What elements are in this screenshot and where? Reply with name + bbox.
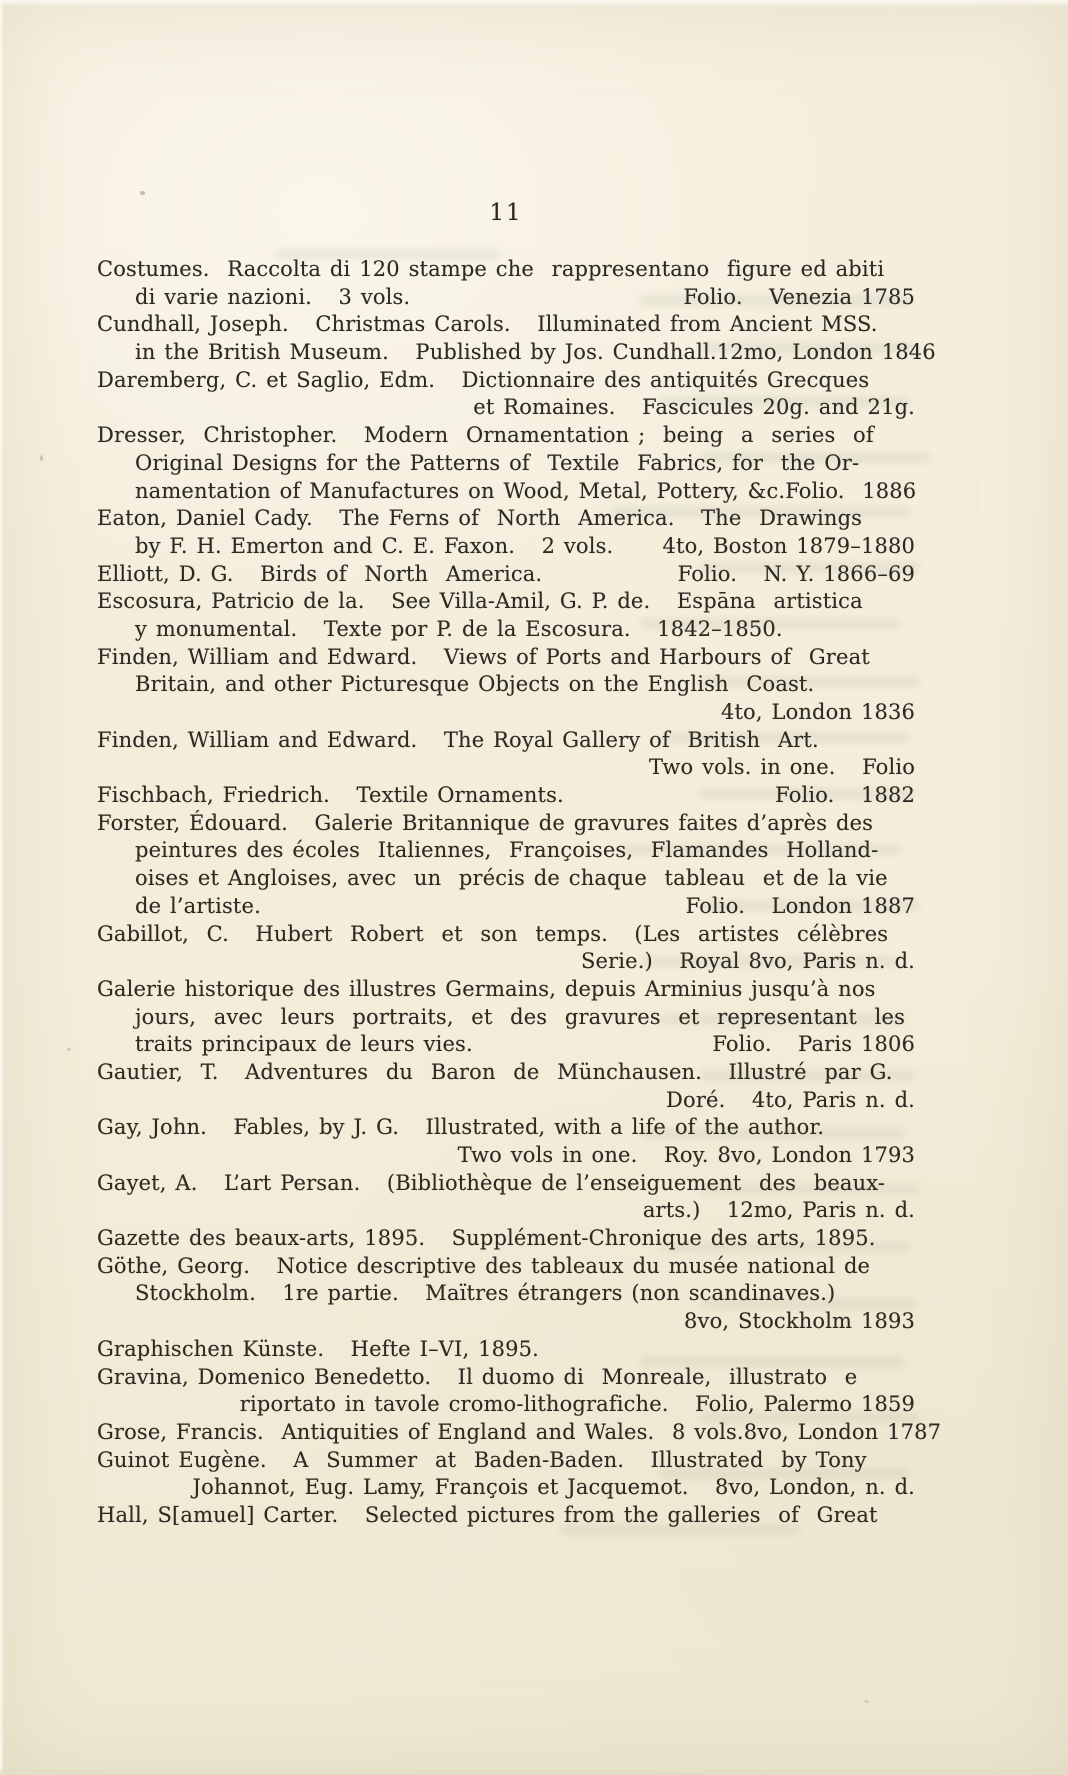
catalog-line-text: Finden, William and Edward. Views of Ports and Harbours of Great: [97, 644, 870, 669]
catalog-entry: [97, 256, 915, 311]
catalog-line-text: Gravina, Domenico Benedetto. Il duomo di Monreale, illustrato e: [97, 1364, 858, 1389]
catalog-entry: [97, 367, 915, 422]
catalog-line-imprint: arts.) 12mo, Paris n. d.: [642, 1198, 915, 1223]
catalog-line: [97, 1502, 915, 1530]
catalog-line: [97, 311, 915, 339]
catalog-line-text: Gayet, A. L’art Persan. (Bibliothèque de l’enseiguement des beaux-: [97, 1170, 886, 1195]
catalog-entry: [97, 1225, 915, 1253]
catalog-entry: [97, 1336, 915, 1364]
catalog-line-imprint: Folio. Paris 1806: [712, 1032, 915, 1057]
paper-speck: [40, 455, 43, 461]
scan-edge-top: [0, 0, 1068, 7]
catalog-line-text: Elliott, D. G. Birds of North America.: [97, 561, 543, 586]
catalog-line: [97, 1474, 915, 1502]
catalog-line-text: Forster, Édouard. Galerie Britannique de gravures faites d’après des: [97, 810, 874, 835]
catalog-line-text: Hall, S[amuel] Carter. Selected pictures from the galleries of Great: [97, 1502, 878, 1527]
catalog-line: [97, 644, 915, 672]
page-number: 11: [489, 200, 523, 226]
catalog-line: [97, 1087, 915, 1115]
catalog-line: [97, 256, 915, 284]
catalog-line-text: Original Designs for the Patterns of Textile Fabrics, for the Or-: [135, 450, 860, 475]
catalog-line-imprint: 4to, London 1836: [720, 700, 915, 724]
catalog-line: [97, 1364, 915, 1392]
catalog-line: [97, 1004, 915, 1032]
catalog-line-text: traits principaux de leurs vies.: [135, 1032, 473, 1057]
catalog-line-text: Gay, John. Fables, by J. G. Illustrated, with a life of the author.: [97, 1115, 825, 1140]
catalog-line-imprint: Folio. London 1887: [685, 893, 915, 918]
catalog-line-text: Galerie historique des illustres Germains, depuis Arminius jusqu’à nos: [97, 976, 876, 1001]
catalog-entry: [97, 561, 915, 589]
catalog-line: [97, 782, 915, 810]
catalog-line-imprint: 8vo, Stockholm 1893: [684, 1309, 915, 1334]
catalog-line-text: Gautier, T. Adventures du Baron de Münchausen. Illustré par G.: [97, 1059, 893, 1084]
catalog-entry: [97, 1502, 915, 1530]
catalog-line-imprint: Serie.) Royal 8vo, Paris n. d.: [580, 949, 915, 974]
catalog-line: [97, 1142, 915, 1170]
catalog-line: [97, 1059, 915, 1087]
catalog-line-text: by F. H. Emerton and C. E. Faxon. 2 vols.: [135, 533, 614, 558]
catalog-line: [97, 948, 915, 976]
catalog-line: [97, 339, 936, 367]
catalog-line: [97, 1114, 915, 1142]
catalog-line-text: Fischbach, Friedrich. Textile Ornaments.: [97, 783, 564, 808]
catalog-line: [97, 284, 915, 312]
catalog-line: [97, 865, 915, 893]
catalog-line-text: Costumes. Raccolta di 120 stampe che rappresentano figure ed abiti: [97, 257, 885, 281]
catalog-entry: [97, 976, 915, 1059]
catalog-line-text: Cundhall, Joseph. Christmas Carols. Illuminated from Ancient MSS.: [97, 312, 878, 337]
catalog-line-text: Finden, William and Edward. The Royal Gallery of British Art.: [97, 727, 819, 752]
catalog-line-text: oises et Angloises, avec un précis de chaque tableau et de la vie: [135, 866, 888, 891]
catalog-line: [97, 478, 915, 506]
catalog-line-text: Escosura, Patricio de la. See Villa-Amil, G. P. de. Espāna artistica: [97, 589, 863, 614]
catalog-line-imprint: 8vo, London 1787: [743, 1419, 942, 1444]
catalog-entry: [97, 810, 915, 921]
catalog-entry: [97, 1253, 915, 1336]
catalog-line-imprint: Folio. 1886: [785, 478, 917, 503]
catalog-entry: [97, 782, 915, 810]
catalog-line: [97, 450, 915, 478]
catalog-line-text: Britain, and other Picturesque Objects on the English Coast.: [135, 672, 815, 697]
catalog-line: [97, 561, 915, 589]
paper-speck: [140, 191, 145, 195]
catalog-line-text: Graphischen Künste. Hefte I–VI, 1895.: [97, 1336, 539, 1361]
catalog-line: [97, 1308, 915, 1336]
catalog-entry: [97, 1364, 915, 1419]
catalog-entry: [97, 644, 915, 727]
catalog-line: [97, 1225, 915, 1253]
catalog-line-text: Grose, Francis. Antiquities of England and Wales. 8 vols.: [97, 1419, 744, 1444]
catalog-line-text: Daremberg, C. et Saglio, Edm. Dictionnaire des antiquités Grecques: [97, 367, 870, 392]
catalog-line-imprint: et Romaines. Fascicules 20g. and 21g.: [473, 395, 915, 420]
catalog-line: [97, 1280, 915, 1308]
catalog-line: [97, 1391, 915, 1419]
catalog-entry: [97, 921, 915, 976]
paper-speck: [864, 1700, 869, 1703]
catalog-line-imprint: Johannot, Eug. Lamy, François et Jacquemot. 8vo, London, n. d.: [192, 1475, 915, 1500]
catalog-line: [97, 1197, 915, 1225]
catalog-line-imprint: Folio. N. Y. 1866–69: [677, 561, 915, 586]
catalog-line: [97, 754, 915, 782]
catalog-entry: [97, 1419, 942, 1447]
catalog-line: [97, 1447, 915, 1475]
catalog-line: [97, 1170, 915, 1198]
catalog-entry: [97, 727, 915, 782]
catalog-line: [97, 921, 915, 949]
catalog-line: [97, 671, 915, 699]
catalog-entry: [97, 505, 915, 560]
scan-edge-left: [0, 0, 4, 1775]
scan-edge-bottom: [0, 1767, 1068, 1775]
catalog-line-text: in the British Museum. Published by Jos. Cundhall.: [135, 340, 717, 365]
catalog-line-imprint: Two vols. in one. Folio: [648, 755, 915, 780]
catalog-entry: [97, 1447, 915, 1502]
catalog-line: [97, 1419, 942, 1447]
catalog-line: [97, 976, 915, 1004]
catalog-line-text: di varie nazioni. 3 vols.: [135, 284, 411, 309]
catalog-line: [97, 810, 915, 838]
catalog-line-text: Gazette des beaux-arts, 1895. Supplément-Chronique des arts, 1895.: [97, 1226, 876, 1251]
catalog-line: [97, 893, 915, 921]
catalog-line: [97, 505, 915, 533]
catalog-line: [97, 837, 915, 865]
catalog-line-imprint: 4to, Boston 1879–1880: [662, 533, 915, 558]
catalog-line: [97, 699, 915, 727]
catalog-entry: [97, 1114, 915, 1169]
catalog-entry: [97, 1059, 915, 1114]
catalog-line-text: namentation of Manufactures on Wood, Metal, Pottery, &c.: [135, 478, 786, 503]
catalog-line-imprint: Two vols in one. Roy. 8vo, London 1793: [457, 1143, 915, 1167]
catalog-line-imprint: Doré. 4to, Paris n. d.: [666, 1087, 915, 1112]
catalog-entry: [97, 422, 915, 505]
catalog-line-text: Dresser, Christopher. Modern Ornamentation ; being a series of: [97, 423, 874, 448]
catalog-line-text: peintures des écoles Italiennes, Françoises, Flamandes Holland-: [135, 838, 879, 863]
catalog-line: [97, 1031, 915, 1059]
catalog-line-imprint: riportato in tavole cromo-lithografiche. Folio, Palermo 1859: [239, 1392, 915, 1417]
catalog-line-text: Guinot Eugène. A Summer at Baden-Baden. Illustrated by Tony: [97, 1447, 867, 1472]
paper-speck: [67, 1048, 71, 1051]
catalog-entry: [97, 311, 936, 366]
catalog-line: [97, 588, 915, 616]
catalog-entry: [97, 588, 915, 643]
catalog-line-imprint: Folio. Venezia 1785: [683, 284, 915, 309]
catalog-line-text: Göthe, Georg. Notice descriptive des tableaux du musée national de: [97, 1253, 871, 1278]
catalog-line-text: Eaton, Daniel Cady. The Ferns of North America. The Drawings: [97, 506, 863, 531]
catalog-line-imprint: Folio. 1882: [775, 783, 915, 808]
catalog-line: [97, 394, 915, 422]
catalog-line-text: y monumental. Texte por P. de la Escosura. 1842–1850.: [135, 616, 783, 641]
catalog-line-text: Stockholm. 1re partie. Maïtres étrangers (non scandinaves.): [135, 1281, 836, 1306]
catalog-entry: [97, 1170, 915, 1225]
catalog-line-text: jours, avec leurs portraits, et des gravures et representant les: [135, 1004, 906, 1029]
catalog-line: [97, 616, 915, 644]
catalog-line: [97, 1336, 915, 1364]
catalog-line: [97, 533, 915, 561]
catalog-line: [97, 727, 915, 755]
catalog-line-text: de l’artiste.: [135, 893, 261, 918]
catalog-line: [97, 422, 915, 450]
catalog-line-text: Gabillot, C. Hubert Robert et son temps. (Les artistes célèbres: [97, 921, 889, 946]
catalog-line: [97, 1253, 915, 1281]
catalog-entries: [97, 256, 942, 1530]
catalog-line: [97, 367, 915, 395]
catalog-line-imprint: 12mo, London 1846: [716, 340, 936, 365]
